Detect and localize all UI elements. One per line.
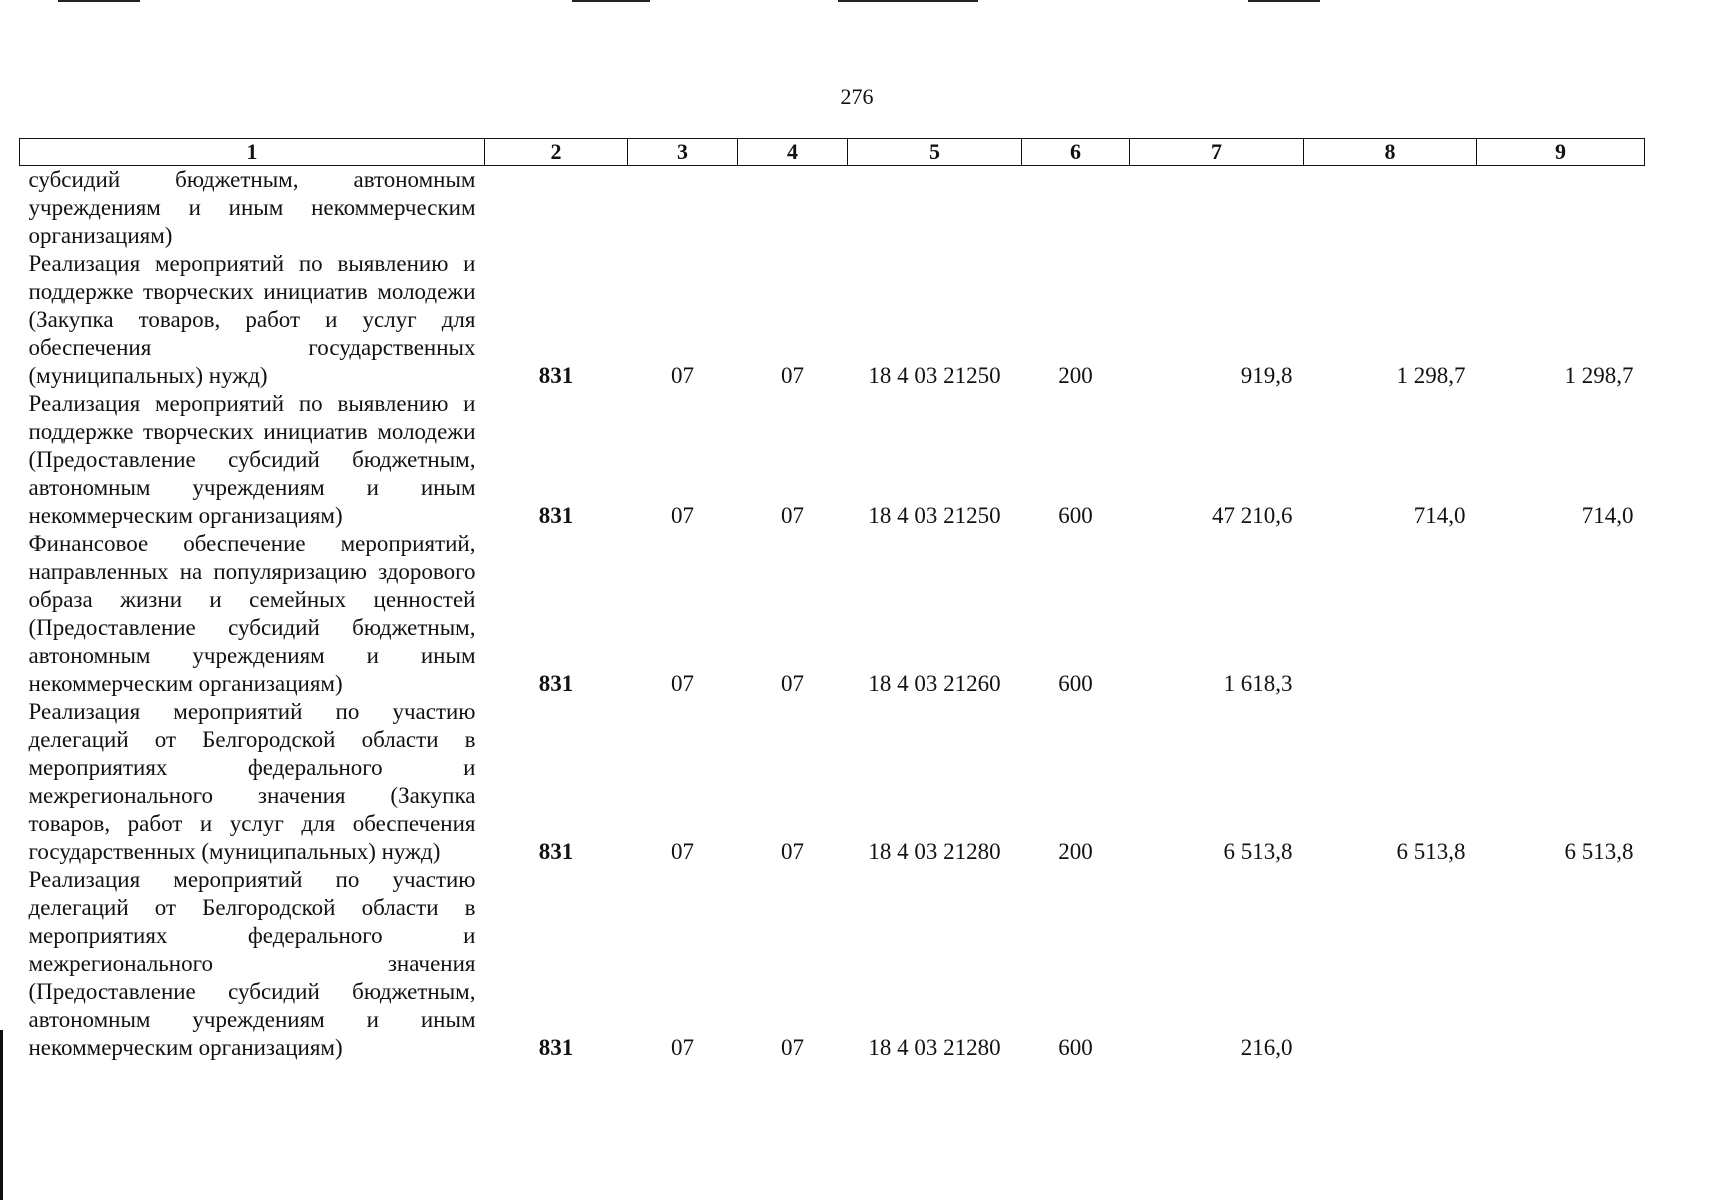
column-header: 1	[20, 139, 485, 166]
subsection-code: 07	[781, 839, 804, 864]
ministry-code: 831	[538, 839, 574, 864]
target-item-code: 18 4 03 21280	[868, 1035, 1001, 1060]
carry-over-row	[20, 166, 1645, 251]
row-description: Финансовое обеспечение мероприятий, направленных на популяризацию здорового образа жизни и семейных ценностей (Предоставление субсидий бюджетным, автономным учреждениям и иным некоммерческим организациям)	[28, 531, 476, 696]
amount-col-9	[1477, 866, 1645, 1062]
amount-col-7: 6 513,8	[1223, 839, 1293, 864]
scan-artifact-line	[838, 0, 978, 2]
ministry-code: 831	[538, 1035, 574, 1060]
table-row	[20, 390, 1645, 530]
expense-type-code: 200	[1058, 839, 1093, 864]
table-row	[20, 250, 1645, 390]
column-header: 4	[738, 139, 848, 166]
ministry-code: 831	[538, 503, 574, 528]
amount-col-8	[1304, 866, 1477, 1062]
amount-col-8: 714,0	[1413, 503, 1466, 528]
table-row	[20, 698, 1645, 866]
subsection-code: 07	[781, 503, 804, 528]
ministry-code: 831	[538, 363, 574, 388]
amount-col-9: 1 298,7	[1564, 363, 1634, 388]
amount-col-7: 216,0	[1240, 1035, 1293, 1060]
expense-type-code: 600	[1058, 671, 1093, 696]
ministry-code: 831	[538, 671, 574, 696]
expense-type-code: 200	[1058, 363, 1093, 388]
amount-col-9	[1477, 530, 1645, 698]
carry-over-text: субсидий бюджетным, автономным учреждениям и иным некоммерческим организациям)	[28, 167, 476, 248]
subsection-code: 07	[781, 1035, 804, 1060]
row-description: Реализация мероприятий по выявлению и поддержке творческих инициатив молодежи (Закупка товаров, работ и услуг для обеспечения государственных (муниципальных) нужд)	[28, 251, 476, 388]
scan-artifact-line	[572, 0, 650, 2]
expense-type-code: 600	[1058, 1035, 1093, 1060]
subsection-code: 07	[781, 363, 804, 388]
column-header: 3	[628, 139, 738, 166]
section-code: 07	[671, 503, 694, 528]
amount-col-7: 919,8	[1240, 363, 1293, 388]
amount-col-7: 47 210,6	[1212, 503, 1293, 528]
target-item-code: 18 4 03 21260	[868, 671, 1001, 696]
column-header: 8	[1304, 139, 1477, 166]
header-row	[20, 139, 1645, 166]
expense-type-code: 600	[1058, 503, 1093, 528]
column-header: 5	[848, 139, 1022, 166]
amount-col-8: 6 513,8	[1396, 839, 1466, 864]
amount-col-7: 1 618,3	[1223, 671, 1293, 696]
scan-edge-line	[0, 1030, 3, 1200]
column-header: 6	[1022, 139, 1130, 166]
amount-col-9: 714,0	[1581, 503, 1634, 528]
budget-table	[19, 138, 1645, 1062]
table-row	[20, 530, 1645, 698]
row-description: Реализация мероприятий по выявлению и поддержке творческих инициатив молодежи (Предоставление субсидий бюджетным, автономным учреждениям и иным некоммерческим организациям)	[28, 391, 476, 528]
row-description: Реализация мероприятий по участию делегаций от Белгородской области в мероприятиях федерального и межрегионального значения (Предоставление субсидий бюджетным, автономным учреждениям и иным некоммерческим организациям)	[28, 867, 476, 1060]
section-code: 07	[671, 1035, 694, 1060]
section-code: 07	[671, 839, 694, 864]
target-item-code: 18 4 03 21250	[868, 503, 1001, 528]
column-header: 2	[485, 139, 628, 166]
section-code: 07	[671, 363, 694, 388]
scan-artifact-line	[58, 0, 140, 2]
page-number: 276	[840, 84, 874, 109]
amount-col-8	[1304, 530, 1477, 698]
column-header: 9	[1477, 139, 1645, 166]
table-row	[20, 866, 1645, 1062]
target-item-code: 18 4 03 21250	[868, 363, 1001, 388]
subsection-code: 07	[781, 671, 804, 696]
amount-col-8: 1 298,7	[1396, 363, 1466, 388]
section-code: 07	[671, 671, 694, 696]
column-header: 7	[1130, 139, 1304, 166]
amount-col-9: 6 513,8	[1564, 839, 1634, 864]
scan-artifact-line	[1248, 0, 1320, 2]
row-description: Реализация мероприятий по участию делегаций от Белгородской области в мероприятиях федерального и межрегионального значения (Закупка товаров, работ и услуг для обеспечения государственных (муниципальных) нужд)	[28, 699, 476, 864]
target-item-code: 18 4 03 21280	[868, 839, 1001, 864]
